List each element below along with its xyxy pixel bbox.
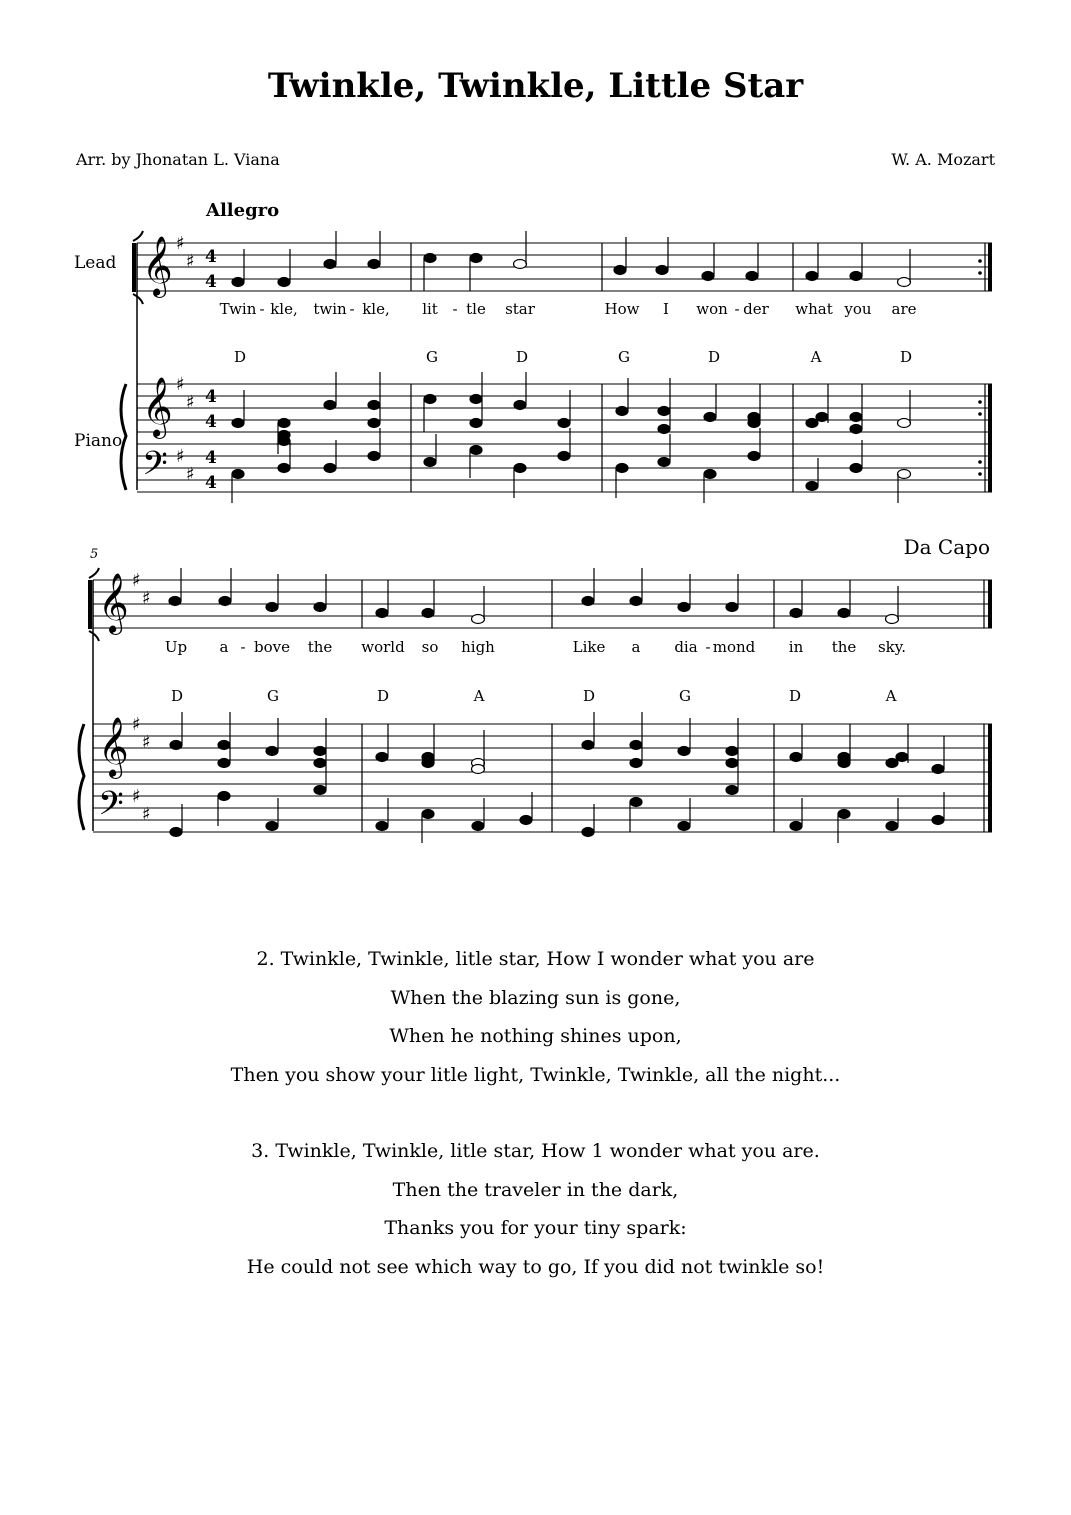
lyric-syllable: world [361,638,405,656]
lyric-syllable: tle [466,300,486,318]
lyric-syllable: Up [164,638,188,656]
instrument-label-lead: Lead [74,253,117,273]
lyric-hyphen: - [734,300,740,318]
svg-text:♯: ♯ [142,732,151,753]
treble-clef-icon: 𝄞 [142,236,173,296]
time-signature-icon [205,247,217,493]
svg-text:4: 4 [205,412,217,432]
svg-text:♯: ♯ [186,464,195,485]
chord-symbol: D [788,687,802,705]
lyric-syllable: lit [422,300,438,318]
lyric-syllable: the [831,638,857,656]
lyric-syllable: How [604,300,640,318]
verse-line: Then you show your litle light, Twinkle, Twinkle, all the night... [230,1063,841,1086]
lyric-syllable: sky. [877,638,907,656]
bass-clef-icon: 𝄢 [98,785,124,831]
key-signature-icon [132,570,151,825]
chord-symbol: G [618,348,630,366]
lyric-syllable: dia [674,638,698,656]
chord-symbol: D [899,348,913,366]
lyric-syllable: kle, [362,300,390,318]
verse-3 [0,1132,1071,1286]
chord-symbol: G [267,687,279,705]
verse-2 [0,940,1071,1094]
da-capo-marking: Da Capo [903,535,990,559]
chord-symbol: A [810,348,822,366]
chord-symbol: D [515,348,529,366]
svg-text:♯: ♯ [176,446,185,467]
piano-treble-notes-system-2 [170,712,944,774]
lyric-hyphen: - [349,300,355,318]
chord-symbol: G [426,348,438,366]
svg-text:♯: ♯ [132,570,141,591]
svg-text:4: 4 [205,247,217,267]
lyric-hyphen: - [452,300,458,318]
lead-notes-system-1 [232,231,911,291]
treble-clef-icon: 𝄞 [98,573,129,633]
verse-line: He could not see which way to go, If you did not twinkle so! [246,1255,825,1278]
chord-symbol: D [170,687,184,705]
arranger-credit: Arr. by Jhonatan L. Viana [76,150,280,169]
lyric-syllable: so [421,638,439,656]
svg-text:♯: ♯ [176,374,185,395]
lyric-syllable: you [844,300,872,318]
bass-clef-icon: 𝄢 [142,445,168,491]
lead-notes-system-2 [169,568,899,624]
composer-credit: W. A. Mozart [891,150,995,169]
system-2-bracket [79,568,99,831]
treble-clef-icon: 𝄞 [142,377,173,437]
repeat-end-barline [978,243,992,492]
lyric-syllable: a [219,638,229,656]
svg-text:♯: ♯ [132,786,141,807]
lyric-syllable: high [461,638,495,656]
lead-staff-1 [137,243,992,291]
verse-line: Thanks you for your tiny spark: [384,1217,687,1240]
lyric-syllable: star [505,300,535,318]
lyric-syllable: Twin [219,300,257,318]
page-title: Twinkle, Twinkle, Little Star [267,66,804,106]
key-signature-icon [176,233,195,485]
svg-text:4: 4 [205,387,217,407]
measure-number: 5 [90,547,99,562]
instrument-label-piano: Piano [74,431,123,451]
barlines-system-2 [362,580,774,832]
lyric-syllable: twin [313,300,347,318]
verse-line: 3. Twinkle, Twinkle, litle star, How 1 wonder what you are. [251,1140,820,1162]
chord-symbol: G [679,687,691,705]
chord-symbol: D [233,348,247,366]
lyric-syllable: kle, [270,300,298,318]
chord-symbol: D [582,687,596,705]
svg-text:♯: ♯ [186,392,195,413]
lyric-syllable: a [631,638,641,656]
svg-text:4: 4 [205,448,217,468]
svg-text:♯: ♯ [186,251,195,272]
lyric-syllable: what [795,300,833,318]
svg-text:♯: ♯ [176,233,185,254]
system-1-bracket [121,231,143,490]
verse-line: 2. Twinkle, Twinkle, litle star, How I wonder what you are [256,948,815,970]
svg-text:♯: ♯ [132,714,141,735]
chord-symbol: D [376,687,390,705]
treble-clef-icon: 𝄞 [98,717,129,777]
lyric-syllable: I [663,300,669,318]
lyric-syllable: in [788,638,804,656]
verse-line: When the blazing sun is gone, [390,986,681,1009]
piano-bass-staff-2 [93,784,992,832]
final-barline [984,580,992,832]
lyric-syllable: der [743,300,769,318]
lyric-syllable: bove [254,638,290,656]
chord-symbol: A [885,687,897,705]
lyric-syllable: are [891,300,917,318]
lyric-syllable: won [696,300,728,318]
verse-line: When he nothing shines upon, [389,1025,682,1048]
lyric-syllable: Like [572,638,606,656]
svg-text:♯: ♯ [142,588,151,609]
barlines-system-1 [411,243,793,492]
lyric-hyphen: - [259,300,265,318]
lyric-syllable: mond [712,638,756,656]
svg-text:4: 4 [205,473,217,493]
lyric-hyphen: - [240,638,246,656]
lyric-hyphen: - [705,638,711,656]
svg-text:♯: ♯ [142,804,151,825]
verse-line: Then the traveler in the dark, [392,1178,679,1201]
piano-bass-notes-system-2 [170,762,944,843]
lyric-syllable: the [307,638,333,656]
chord-symbol: A [473,687,485,705]
svg-text:4: 4 [205,272,217,292]
tempo-marking: Allegro [206,200,280,221]
chord-symbol: D [707,348,721,366]
